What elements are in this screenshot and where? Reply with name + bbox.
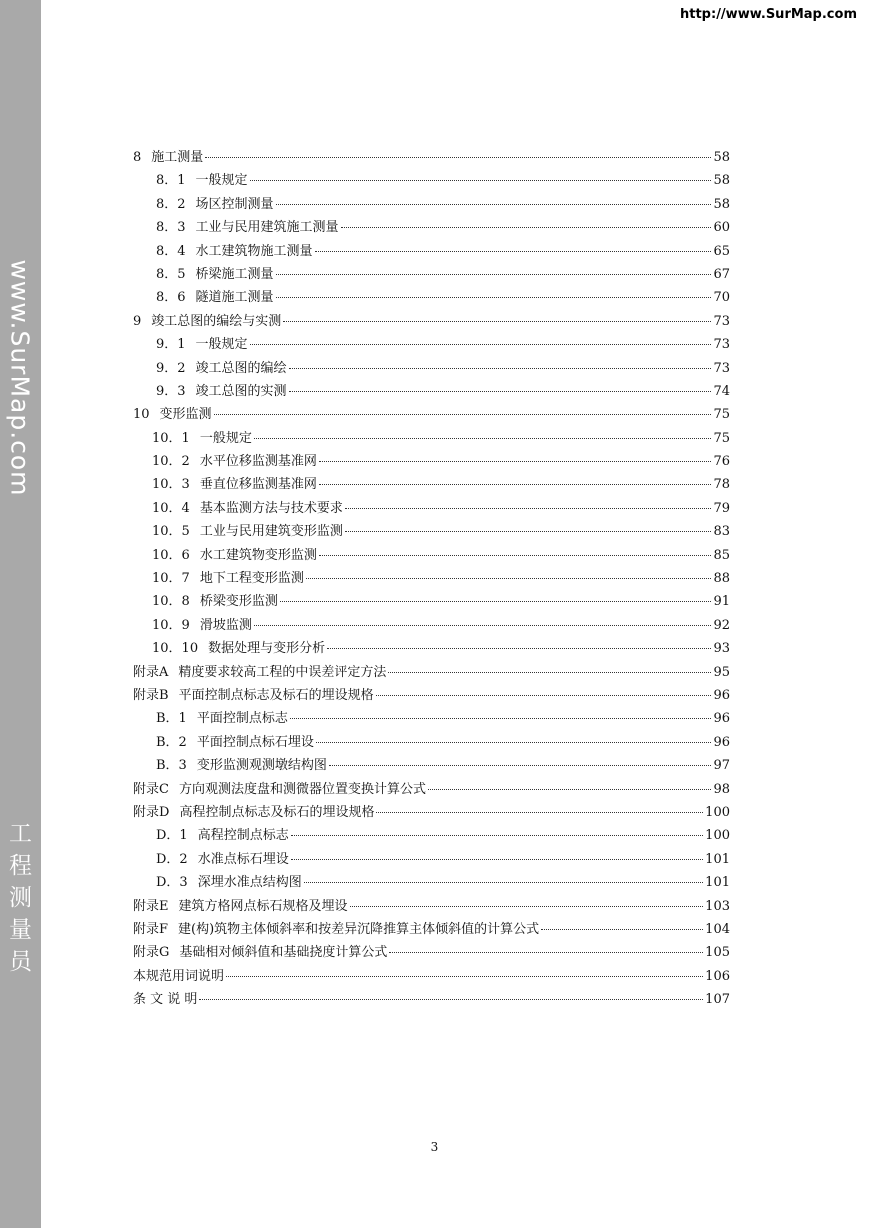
toc-entry-title: 一般规定 bbox=[199, 430, 252, 446]
toc-entry-title: 垂直位移监测基准网 bbox=[199, 477, 317, 493]
toc-entry-page: 92 bbox=[713, 617, 730, 633]
toc-entry-page: 83 bbox=[713, 524, 730, 540]
header-url[interactable]: http://www.SurMap.com bbox=[680, 7, 857, 22]
toc-entry[interactable] bbox=[133, 707, 730, 730]
toc-leader-dots bbox=[205, 156, 711, 158]
toc-entry-title: 水平位移监测基准网 bbox=[199, 454, 317, 470]
toc-entry[interactable] bbox=[133, 497, 730, 520]
toc-entry-page: 85 bbox=[713, 547, 730, 563]
toc-leader-dots bbox=[280, 600, 712, 602]
toc-leader-dots bbox=[341, 226, 712, 228]
toc-entry-title: 场区控制测量 bbox=[195, 196, 274, 212]
toc-entry-title: 一般规定 bbox=[195, 173, 248, 189]
toc-entry-number: D．1 bbox=[156, 828, 188, 844]
toc-entry-title: 桥梁变形监测 bbox=[199, 594, 278, 610]
toc-entry-page: 98 bbox=[713, 781, 730, 797]
toc-entry-title: 水准点标石埋设 bbox=[197, 851, 289, 867]
toc-leader-dots bbox=[541, 928, 703, 930]
toc-leader-dots bbox=[315, 250, 712, 252]
toc-entry-title: 基本监测方法与技术要求 bbox=[199, 500, 343, 516]
toc-entry[interactable] bbox=[133, 169, 730, 192]
toc-entry[interactable] bbox=[133, 520, 730, 543]
toc-entry-page: 107 bbox=[705, 992, 730, 1008]
page-number: 3 bbox=[430, 1140, 439, 1154]
toc-entry-number: B．2 bbox=[156, 734, 187, 750]
toc-entry-page: 75 bbox=[713, 430, 730, 446]
toc-entry[interactable] bbox=[133, 567, 730, 590]
toc-entry-number: 9．1 bbox=[156, 337, 186, 353]
toc-entry-page: 60 bbox=[713, 220, 730, 236]
toc-entry-page: 58 bbox=[713, 196, 730, 212]
toc-leader-dots bbox=[283, 320, 711, 322]
toc-entry[interactable] bbox=[133, 590, 730, 613]
toc-entry[interactable] bbox=[133, 193, 730, 216]
toc-entry-title: 建(构)筑物主体倾斜率和按差异沉降推算主体倾斜值的计算公式 bbox=[178, 921, 540, 937]
toc-entry-page: 79 bbox=[713, 500, 730, 516]
toc-leader-dots bbox=[304, 881, 703, 883]
toc-entry-number: 8．4 bbox=[156, 243, 186, 259]
toc-entry-page: 73 bbox=[713, 337, 730, 353]
toc-entry[interactable] bbox=[133, 661, 730, 684]
sidebar-char: 员 bbox=[9, 949, 32, 975]
toc-entry-number: 10．4 bbox=[152, 500, 190, 516]
toc-entry[interactable] bbox=[133, 286, 730, 309]
toc-entry[interactable] bbox=[133, 824, 730, 847]
toc-entry-page: 100 bbox=[705, 804, 730, 820]
toc-entry-title: 竣工总图的编绘与实测 bbox=[151, 313, 282, 329]
toc-entry-number: 附录G bbox=[133, 945, 170, 961]
toc-entry[interactable] bbox=[133, 544, 730, 567]
toc-entry-page: 74 bbox=[713, 383, 730, 399]
toc-entry-number: 附录C bbox=[133, 781, 169, 797]
toc-entry[interactable] bbox=[133, 473, 730, 496]
toc-entry-page: 106 bbox=[705, 968, 730, 984]
toc-leader-dots bbox=[327, 647, 711, 649]
toc-entry-page: 58 bbox=[713, 173, 730, 189]
sidebar-char: 程 bbox=[9, 853, 32, 879]
toc-leader-dots bbox=[389, 951, 703, 953]
toc-entry[interactable] bbox=[133, 614, 730, 637]
toc-entry-title: 平面控制点标石埋设 bbox=[196, 734, 314, 750]
toc-entry-number: 附录D bbox=[133, 804, 170, 820]
toc-entry-number: 10．2 bbox=[152, 454, 190, 470]
toc-entry[interactable] bbox=[133, 263, 730, 286]
toc-entry-number: 10．6 bbox=[152, 547, 190, 563]
toc-entry-page: 91 bbox=[713, 594, 730, 610]
toc-entry-title: 基础相对倾斜值和基础挠度计算公式 bbox=[179, 945, 388, 961]
toc-entry-number: 8．2 bbox=[156, 196, 186, 212]
toc-entry-title: 竣工总图的编绘 bbox=[195, 360, 287, 376]
toc-entry-title: 水工建筑物变形监测 bbox=[199, 547, 317, 563]
toc-entry-page: 101 bbox=[705, 851, 730, 867]
toc-entry-title: 平面控制点标志 bbox=[196, 711, 288, 727]
toc-entry[interactable] bbox=[133, 333, 730, 356]
sidebar-title-vertical bbox=[0, 818, 41, 978]
toc-entry[interactable] bbox=[133, 403, 730, 426]
toc-leader-dots bbox=[199, 998, 703, 1000]
toc-entry[interactable] bbox=[133, 778, 730, 801]
toc-entry-page: 73 bbox=[713, 360, 730, 376]
toc-leader-dots bbox=[329, 764, 712, 766]
toc-leader-dots bbox=[290, 717, 712, 719]
toc-entry-title: 施工测量 bbox=[151, 150, 204, 165]
toc-entry[interactable] bbox=[133, 427, 730, 450]
toc-entry-number: 10．8 bbox=[152, 594, 190, 610]
toc-entry-title: 变形监测观测墩结构图 bbox=[196, 758, 327, 774]
toc-entry-page: 75 bbox=[713, 407, 730, 423]
toc-entry-title: 滑坡监测 bbox=[199, 617, 252, 633]
toc-leader-dots bbox=[250, 343, 712, 345]
toc-entry[interactable] bbox=[133, 754, 730, 777]
toc-leader-dots bbox=[289, 367, 712, 369]
toc-entry-page: 88 bbox=[713, 571, 730, 587]
toc-entry[interactable] bbox=[133, 895, 730, 918]
toc-entry-title: 工业与民用建筑施工测量 bbox=[195, 220, 339, 236]
toc-entry-number: 8．6 bbox=[156, 290, 186, 306]
toc-entry-page: 104 bbox=[705, 921, 730, 937]
toc-entry-number: 10．3 bbox=[152, 477, 190, 493]
toc-entry[interactable] bbox=[133, 801, 730, 824]
toc-leader-dots bbox=[319, 460, 712, 462]
toc-entry-title: 地下工程变形监测 bbox=[199, 571, 304, 587]
toc-entry[interactable] bbox=[133, 871, 730, 894]
toc-entry-page: 103 bbox=[705, 898, 730, 914]
toc-entry-title: 高程控制点标志及标石的埋设规格 bbox=[179, 804, 375, 820]
toc-entry-number: 8．1 bbox=[156, 173, 186, 189]
toc-entry-page: 101 bbox=[705, 875, 730, 891]
toc-entry-page: 73 bbox=[713, 313, 730, 329]
toc-leader-dots bbox=[254, 624, 712, 626]
sidebar-char: 测 bbox=[9, 885, 32, 911]
toc-entry-number: 8．5 bbox=[156, 266, 186, 282]
toc-entry-page: 96 bbox=[713, 687, 730, 703]
toc-entry[interactable] bbox=[133, 988, 730, 1011]
toc-entry-title: 条 文 说 明 bbox=[133, 992, 198, 1008]
toc-leader-dots bbox=[376, 694, 712, 696]
toc-entry-number: 附录A bbox=[133, 664, 169, 680]
toc-entry-number: 附录F bbox=[133, 921, 169, 937]
toc-entry-page: 100 bbox=[705, 828, 730, 844]
toc-entry-number: 9．2 bbox=[156, 360, 186, 376]
toc-entry[interactable] bbox=[133, 216, 730, 239]
toc-entry-page: 70 bbox=[713, 290, 730, 306]
toc-entry[interactable] bbox=[133, 684, 730, 707]
toc-entry-number: 10．9 bbox=[152, 617, 190, 633]
toc-leader-dots bbox=[254, 437, 712, 439]
toc-entry-number: B．3 bbox=[156, 758, 187, 774]
toc-entry-title: 建筑方格网点标石规格及埋设 bbox=[178, 898, 348, 914]
toc-leader-dots bbox=[316, 741, 712, 743]
toc-entry-title: 工业与民用建筑变形监测 bbox=[199, 524, 343, 540]
toc-entry-number: 10．5 bbox=[152, 524, 190, 540]
toc-entry-number: D．3 bbox=[156, 875, 188, 891]
toc-entry[interactable] bbox=[133, 240, 730, 263]
toc-entry-page: 58 bbox=[713, 150, 730, 165]
toc-entry[interactable] bbox=[133, 941, 730, 964]
toc-leader-dots bbox=[319, 554, 712, 556]
toc-leader-dots bbox=[276, 203, 712, 205]
toc-leader-dots bbox=[226, 975, 703, 977]
toc-entry-title: 数据处理与变形分析 bbox=[208, 641, 326, 657]
toc-entry[interactable] bbox=[133, 450, 730, 473]
toc-leader-dots bbox=[388, 671, 711, 673]
toc-entry-title: 深埋水准点结构图 bbox=[197, 875, 302, 891]
toc-leader-dots bbox=[289, 390, 712, 392]
toc-entry-number: 附录E bbox=[133, 898, 169, 914]
toc-entry-title: 水工建筑物施工测量 bbox=[195, 243, 313, 259]
toc-entry-title: 变形监测 bbox=[159, 407, 212, 423]
toc-leader-dots bbox=[345, 507, 712, 509]
toc-entry-title: 隧道施工测量 bbox=[195, 290, 274, 306]
toc-entry[interactable] bbox=[133, 380, 730, 403]
toc-leader-dots bbox=[291, 858, 703, 860]
toc-entry[interactable] bbox=[133, 965, 730, 988]
toc-leader-dots bbox=[291, 834, 703, 836]
toc-leader-dots bbox=[319, 483, 712, 485]
toc-leader-dots bbox=[345, 530, 712, 532]
toc-entry[interactable] bbox=[133, 310, 730, 333]
toc-leader-dots bbox=[276, 296, 712, 298]
toc-entry-title: 高程控制点标志 bbox=[197, 828, 289, 844]
toc-leader-dots bbox=[276, 273, 712, 275]
toc-entry-number: 10．10 bbox=[152, 641, 199, 657]
toc-entry-number: 8 bbox=[133, 150, 142, 165]
toc-entry[interactable] bbox=[133, 357, 730, 380]
toc-entry-number: B．1 bbox=[156, 711, 187, 727]
toc-entry-title: 本规范用词说明 bbox=[133, 968, 225, 984]
toc-entry[interactable] bbox=[133, 848, 730, 871]
toc-entry-number: 10．7 bbox=[152, 571, 190, 587]
sidebar-band bbox=[0, 0, 41, 1228]
toc-entry-page: 78 bbox=[713, 477, 730, 493]
toc-entry-page: 97 bbox=[713, 758, 730, 774]
sidebar-url-text: www.SurMap.com bbox=[5, 259, 35, 497]
toc-entry[interactable] bbox=[133, 146, 730, 169]
toc-leader-dots bbox=[250, 179, 712, 181]
toc-entry-title: 一般规定 bbox=[195, 337, 248, 353]
sidebar-char: 工 bbox=[9, 821, 32, 847]
toc-entry[interactable] bbox=[133, 731, 730, 754]
toc-entry-page: 96 bbox=[713, 734, 730, 750]
toc-leader-dots bbox=[306, 577, 712, 579]
table-of-contents bbox=[133, 146, 730, 1011]
toc-entry-page: 95 bbox=[713, 664, 730, 680]
toc-entry[interactable] bbox=[133, 637, 730, 660]
toc-entry-title: 竣工总图的实测 bbox=[195, 383, 287, 399]
toc-entry-number: 附录B bbox=[133, 687, 169, 703]
sidebar-char: 量 bbox=[9, 917, 32, 943]
toc-entry-title: 平面控制点标志及标石的埋设规格 bbox=[178, 687, 374, 703]
toc-leader-dots bbox=[428, 788, 711, 790]
toc-entry-number: 10．1 bbox=[152, 430, 190, 446]
toc-entry-page: 65 bbox=[713, 243, 730, 259]
toc-entry-title: 精度要求较高工程的中误差评定方法 bbox=[178, 664, 387, 680]
toc-entry-number: 8．3 bbox=[156, 220, 186, 236]
toc-entry-page: 76 bbox=[713, 454, 730, 470]
toc-leader-dots bbox=[376, 811, 703, 813]
toc-entry-page: 105 bbox=[705, 945, 730, 961]
toc-entry-page: 96 bbox=[713, 711, 730, 727]
toc-entry-page: 67 bbox=[713, 266, 730, 282]
toc-leader-dots bbox=[350, 905, 704, 907]
toc-entry-number: 9．3 bbox=[156, 383, 186, 399]
toc-entry-number: 10 bbox=[133, 407, 150, 423]
toc-entry-number: D．2 bbox=[156, 851, 188, 867]
toc-entry-page: 93 bbox=[713, 641, 730, 657]
toc-entry-title: 桥梁施工测量 bbox=[195, 266, 274, 282]
toc-leader-dots bbox=[214, 413, 712, 415]
toc-entry[interactable] bbox=[133, 918, 730, 941]
toc-entry-number: 9 bbox=[133, 313, 142, 329]
toc-entry-title: 方向观测法度盘和测微器位置变换计算公式 bbox=[178, 781, 426, 797]
